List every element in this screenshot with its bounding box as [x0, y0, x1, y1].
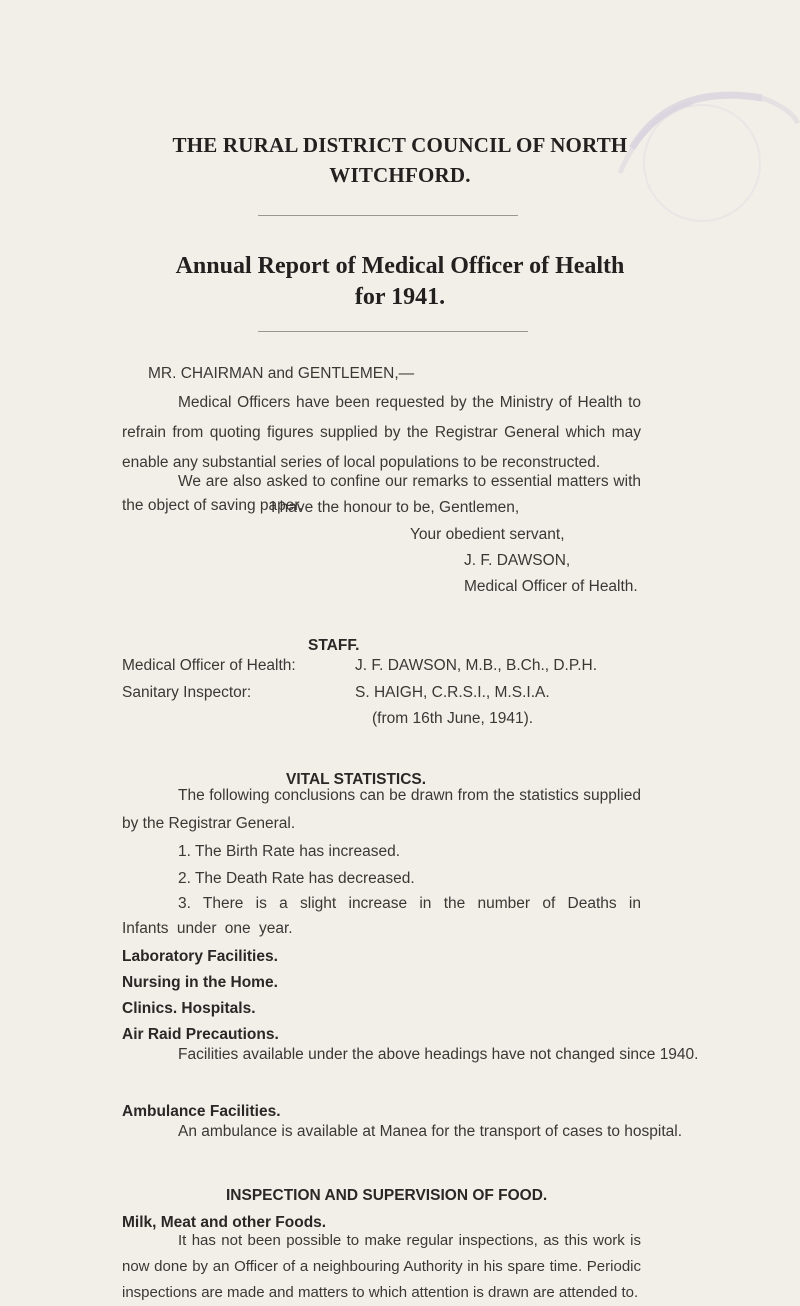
facilities-heading-2: Nursing in the Home.	[122, 974, 278, 991]
vital-item-1: 1. The Birth Rate has increased.	[178, 843, 401, 860]
staff-name-2: S. HAIGH, C.R.S.I., M.S.I.A.	[355, 684, 550, 701]
signoff-title: Medical Officer of Health.	[464, 578, 638, 595]
divider	[258, 215, 518, 216]
staff-role-2: Sanitary Inspector:	[122, 684, 252, 701]
staff-name-1: J. F. DAWSON, M.B., B.Ch., D.P.H.	[355, 657, 598, 674]
intro-paragraph-1: Medical Officers have been requested by the Ministry of Health to refrain from quoting figures supplied by the Registrar General which may enable any substantial series of local populations to be reconstructed.	[122, 394, 641, 471]
facilities-text: Facilities available under the above headings have not changed since 1940.	[178, 1046, 699, 1063]
signoff-name: J. F. DAWSON,	[464, 552, 571, 569]
intro-paragraph-2: We are also asked to confine our remarks to essential matters with the object of saving paper.	[122, 473, 641, 514]
vital-item-3: 3. There is a slight increase in the number of Deaths in Infants under one year.	[122, 895, 641, 937]
facilities-heading-4: Air Raid Precautions.	[122, 1026, 279, 1043]
staff-note: (from 16th June, 1941).	[372, 710, 534, 727]
signoff-line2: Your obedient servant,	[410, 526, 565, 543]
vital-statistics-heading: VITAL STATISTICS.	[286, 771, 427, 788]
council-title-line1: THE RURAL DISTRICT COUNCIL OF NORTH	[172, 133, 628, 157]
report-title-line1: Annual Report of Medical Officer of Health	[175, 253, 625, 279]
facilities-heading-1: Laboratory Facilities.	[122, 948, 278, 965]
salutation: MR. CHAIRMAN and GENTLEMEN,—	[148, 365, 415, 382]
vital-item-2: 2. The Death Rate has decreased.	[178, 870, 415, 887]
signoff-line1: I have the honour to be, Gentlemen,	[271, 499, 520, 516]
food-heading: INSPECTION AND SUPERVISION OF FOOD.	[226, 1187, 548, 1204]
council-title-line2: WITCHFORD.	[329, 163, 471, 187]
vital-intro: The following conclusions can be drawn from the statistics supplied by the Registrar General.	[122, 787, 641, 832]
divider	[258, 331, 528, 332]
report-title-line2: for 1941.	[354, 284, 446, 310]
ambulance-text: An ambulance is available at Manea for the transport of cases to hospital.	[178, 1123, 683, 1140]
food-text: It has not been possible to make regular inspections, as this work is now done by an Officer of a neighbouring Authority in his spare time. Periodic inspections are made and matters to which attention is drawn are attended to.	[122, 1232, 641, 1301]
staff-heading: STAFF.	[308, 637, 360, 654]
ambulance-heading: Ambulance Facilities.	[122, 1103, 281, 1120]
facilities-heading-3: Clinics. Hospitals.	[122, 1000, 256, 1017]
staff-role-1: Medical Officer of Health:	[122, 657, 296, 674]
food-subheading: Milk, Meat and other Foods.	[122, 1214, 327, 1231]
